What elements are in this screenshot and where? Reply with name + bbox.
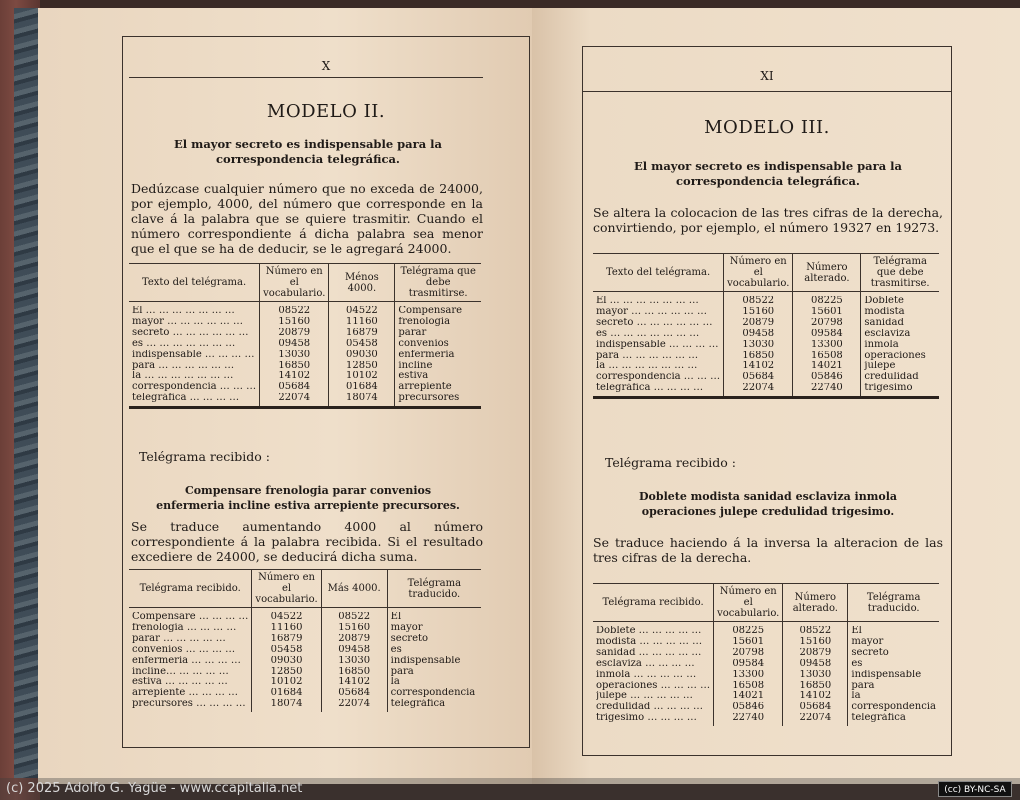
list-item: 10102 — [270, 677, 303, 688]
list-item: 08522 — [742, 296, 775, 306]
list-item: secreto — [390, 633, 429, 644]
list-item: 15160 — [799, 636, 832, 647]
received-label: Telégrama recibido : — [139, 449, 270, 464]
list-item: estiva — [398, 371, 429, 382]
list-item: la … … … … … … … — [132, 371, 234, 382]
col-header: Telégrama recibido. — [129, 570, 252, 608]
list-item: frenologia — [398, 316, 451, 327]
list-item: 22074 — [799, 713, 832, 724]
list-item: 13030 — [799, 669, 832, 680]
list-item: secreto — [851, 647, 889, 658]
list-item: convenios … … … … — [132, 644, 236, 655]
col-header: Número en el vocabulario. — [714, 584, 783, 622]
col-header: Texto del telégrama. — [593, 254, 724, 292]
list-item: 05684 — [338, 688, 371, 699]
list-item: para … … … … … … — [596, 350, 699, 361]
list-item: 20879 — [278, 327, 311, 338]
list-item: 14021 — [810, 361, 843, 372]
list-item: 22740 — [810, 383, 843, 394]
list-item: mayor … … … … … … — [132, 316, 243, 327]
list-item: enfermeria … … … … — [132, 655, 241, 666]
list-item: El — [390, 612, 402, 622]
col-header: Telégrama traducido. — [848, 584, 939, 622]
copyright-watermark: (c) 2025 Adolfo G. Yagüe - www.ccapitalia.net — [0, 778, 1020, 800]
list-item: es — [851, 658, 863, 669]
list-item: esclaviza — [864, 328, 911, 339]
list-item: 09458 — [338, 644, 371, 655]
list-item: 09584 — [732, 658, 765, 669]
list-item: 08522 — [799, 626, 832, 636]
col-header: Telégrama traducido. — [387, 570, 481, 608]
model-subtitle: El mayor secreto es indispensable para la correspondencia telegráfica. — [634, 159, 902, 188]
list-item: indispensable … … … … — [132, 349, 255, 360]
list-item: 05458 — [345, 338, 378, 349]
list-item: 20879 — [799, 647, 832, 658]
list-item: indispensable — [390, 655, 461, 666]
page-number: X — [321, 59, 331, 73]
word-column — [593, 292, 724, 398]
list-item: precursores … … … … — [132, 699, 246, 710]
list-item: El … … … … … … … — [132, 306, 235, 316]
col-header: Número alterado. — [783, 584, 848, 622]
list-item: inmola — [864, 339, 899, 350]
list-item: 14021 — [732, 691, 765, 702]
list-item: credulidad — [864, 372, 919, 383]
result-column — [848, 622, 939, 727]
list-item: 18074 — [345, 393, 378, 404]
list-item: Compensare … … … … — [132, 612, 249, 622]
list-item: 14102 — [338, 677, 371, 688]
list-item: 05846 — [810, 372, 843, 383]
list-item: trigesimo — [864, 383, 913, 394]
list-item: 09030 — [345, 349, 378, 360]
list-item: 15601 — [810, 306, 843, 317]
result-column — [395, 302, 481, 408]
col-header: Número alterado. — [793, 254, 861, 292]
list-item: inmola … … … … … — [596, 669, 697, 680]
list-item: correspondencia … … … — [132, 382, 257, 393]
word-column — [129, 302, 260, 408]
list-item: mayor — [851, 636, 884, 647]
list-item: 16508 — [732, 680, 765, 691]
list-item: 12850 — [270, 666, 303, 677]
list-item: 08225 — [810, 296, 843, 306]
list-item: la … … … … … … … — [596, 361, 698, 372]
decode-paragraph: Se traduce aumentando 4000 al número correspondiente á la palabra recibida. Si el resultado excediere de 24000, se deducirá dicha suma. — [131, 519, 483, 564]
page-number: XI — [760, 69, 774, 83]
list-item: El — [851, 626, 862, 636]
received-message: Doblete modista sanidad esclaviza inmola operaciones julepe credulidad trigesimo. — [639, 490, 897, 518]
list-item: para … … … … … … — [132, 360, 235, 371]
list-item: 20798 — [732, 647, 765, 658]
list-item: 09030 — [270, 655, 303, 666]
col-header: Telégrama que debe trasmitirse. — [395, 264, 481, 302]
col-header: Telégrama que debe trasmitirse. — [861, 254, 939, 292]
list-item: secreto … … … … … … — [596, 317, 713, 328]
list-item: 01684 — [270, 688, 303, 699]
list-item: arrepiente … … … … — [132, 688, 239, 699]
list-item: modista — [864, 306, 905, 317]
right-page — [532, 8, 1020, 784]
model-title: MODELO II. — [266, 101, 386, 122]
list-item: telegráfica … … … … — [596, 383, 704, 394]
col-header: Texto del telégrama. — [129, 264, 260, 302]
col-header: Más 4000. — [321, 570, 387, 608]
number-column — [714, 622, 783, 727]
col-header: Número en el vocabulario. — [260, 264, 329, 302]
list-item: 13300 — [810, 339, 843, 350]
number-column — [260, 302, 329, 408]
list-item: es … … … … … … … — [596, 328, 700, 339]
list-item: la — [851, 691, 861, 702]
list-item: julepe — [864, 361, 896, 372]
list-item: 05684 — [278, 382, 311, 393]
list-item: 22740 — [732, 713, 765, 724]
list-item: sanidad — [864, 317, 904, 328]
received-label: Telégrama recibido : — [605, 455, 736, 470]
list-item: parar … … … … … — [132, 633, 226, 644]
col-header: Ménos 4000. — [329, 264, 395, 302]
left-page-frame — [122, 36, 530, 748]
list-item: incline — [398, 360, 433, 371]
computed-column — [321, 608, 387, 713]
list-item: 16879 — [270, 633, 303, 644]
list-item: 15160 — [278, 316, 311, 327]
list-item: 22074 — [338, 699, 371, 710]
list-item: 12850 — [345, 360, 378, 371]
list-item: julepe … … … … … — [596, 691, 693, 702]
decode-table — [593, 583, 939, 726]
list-item: 15160 — [742, 306, 775, 317]
license-badge: (cc) BY-NC-SA — [938, 781, 1012, 797]
list-item: credulidad … … … … — [596, 702, 704, 713]
list-item: 09458 — [799, 658, 832, 669]
list-item: Doblete — [864, 296, 904, 306]
list-item: 01684 — [345, 382, 378, 393]
list-item: 14102 — [278, 371, 311, 382]
list-item: 05458 — [270, 644, 303, 655]
list-item: 11160 — [345, 316, 378, 327]
list-item: 14102 — [742, 361, 775, 372]
list-item: mayor — [390, 622, 423, 633]
list-item: 04522 — [345, 306, 378, 316]
list-item: es … … … … … … … — [132, 338, 236, 349]
list-item: 16879 — [345, 327, 378, 338]
list-item: 20879 — [338, 633, 371, 644]
list-item: 08225 — [732, 626, 765, 636]
list-item: estiva … … … … … — [132, 677, 228, 688]
list-item: 09458 — [742, 328, 775, 339]
decode-paragraph: Se traduce haciendo á la inversa la alteracion de las tres cifras de la derecha. — [593, 535, 943, 565]
computed-column — [783, 622, 848, 727]
list-item: 20798 — [810, 317, 843, 328]
list-item: 22074 — [742, 383, 775, 394]
list-item: para — [851, 680, 875, 691]
header-rule — [129, 77, 483, 78]
left-page — [38, 8, 532, 784]
computed-column — [793, 292, 861, 398]
list-item: arrepiente — [398, 382, 452, 393]
decode-table — [129, 569, 481, 712]
list-item: 10102 — [345, 371, 378, 382]
list-item: 05846 — [732, 702, 765, 713]
model-subtitle: El mayor secreto es indispensable para la correspondencia telegráfica. — [174, 137, 442, 166]
intro-paragraph: Dedúzcase cualquier número que no exceda de 24000, por ejemplo, 4000, del número que corresponde en la clave á la palabra que se quiere trasmitir. Cuando el número correspondiente á dicha palabra sea menor que el que se ha de deducir, se le agregará 24000. — [131, 181, 483, 256]
list-item: 05684 — [742, 372, 775, 383]
list-item: telegráfica — [851, 713, 906, 724]
encode-table — [129, 263, 481, 409]
received-message: Compensare frenologia parar convenios enfermeria incline estiva arrepiente precursores. — [156, 484, 460, 512]
list-item: 13300 — [732, 669, 765, 680]
col-header: Número en el vocabulario. — [724, 254, 793, 292]
list-item: 14102 — [799, 691, 832, 702]
right-page-frame — [582, 46, 952, 756]
computed-column — [329, 302, 395, 408]
list-item: 20879 — [742, 317, 775, 328]
list-item: esclaviza … … … … — [596, 658, 695, 669]
list-item: secreto … … … … … … — [132, 327, 249, 338]
list-item: la — [390, 677, 400, 688]
list-item: 09584 — [810, 328, 843, 339]
word-column — [129, 608, 252, 713]
col-header: Telégrama recibido. — [593, 584, 714, 622]
header-rule — [583, 91, 951, 92]
result-column — [387, 608, 481, 713]
list-item: enfermería — [398, 349, 455, 360]
list-item: 08522 — [278, 306, 311, 316]
col-header: Número en el vocabulario. — [252, 570, 321, 608]
word-column — [593, 622, 714, 727]
list-item: mayor … … … … … … — [596, 306, 707, 317]
list-item: trigesimo … … … … — [596, 713, 697, 724]
encode-table — [593, 253, 939, 399]
list-item: precursores — [398, 393, 460, 404]
list-item: 16508 — [810, 350, 843, 361]
list-item: 15160 — [338, 622, 371, 633]
list-item: es — [390, 644, 402, 655]
list-item: Doblete … … … … … — [596, 626, 702, 636]
list-item: 13030 — [278, 349, 311, 360]
list-item: parar — [398, 327, 427, 338]
model-title: MODELO III. — [704, 117, 830, 138]
list-item: telegráfica — [390, 699, 446, 710]
list-item: 11160 — [270, 622, 303, 633]
list-item: convenios — [398, 338, 449, 349]
list-item: indispensable — [851, 669, 922, 680]
list-item: indispensable … … … … — [596, 339, 719, 350]
list-item: sanidad … … … … … — [596, 647, 702, 658]
number-column — [724, 292, 793, 398]
intro-paragraph: Se altera la colocacion de las tres cifras de la derecha, convirtiendo, por ejemplo, el número 19327 en 19273. — [593, 205, 943, 235]
list-item: 13030 — [338, 655, 371, 666]
result-column — [861, 292, 939, 398]
list-item: 16850 — [278, 360, 311, 371]
list-item: 16850 — [338, 666, 371, 677]
list-item: 16850 — [742, 350, 775, 361]
list-item: correspondencia … … … — [596, 372, 721, 383]
list-item: 13030 — [742, 339, 775, 350]
list-item: 16850 — [799, 680, 832, 691]
list-item: 04522 — [270, 612, 303, 622]
list-item: 18074 — [270, 699, 303, 710]
list-item: operaciones — [864, 350, 926, 361]
list-item: incline… … … … … — [132, 666, 229, 677]
list-item: 15601 — [732, 636, 765, 647]
list-item: correspondencia — [851, 702, 936, 713]
list-item: 05684 — [799, 702, 832, 713]
list-item: para — [390, 666, 414, 677]
list-item: 08522 — [338, 612, 371, 622]
list-item: El … … … … … … … — [596, 296, 699, 306]
list-item: correspondencia — [390, 688, 476, 699]
list-item: operaciones … … … … — [596, 680, 711, 691]
list-item: Compensare — [398, 306, 463, 316]
list-item: frenologia … … … … — [132, 622, 237, 633]
number-column — [252, 608, 321, 713]
list-item: telegráfica … … … … — [132, 393, 240, 404]
list-item: 22074 — [278, 393, 311, 404]
list-item: 09458 — [278, 338, 311, 349]
list-item: modista … … … … … — [596, 636, 703, 647]
